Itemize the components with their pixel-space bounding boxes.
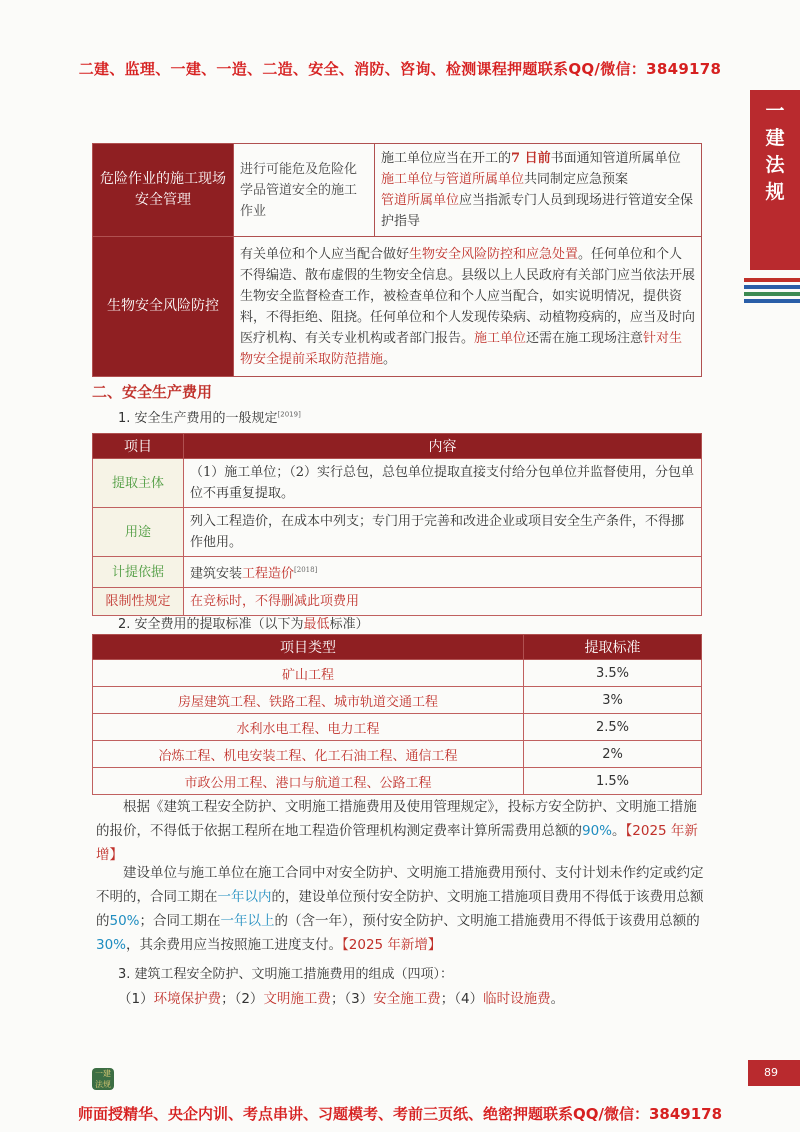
bottom-ad-banner: 师面授精华、央企内训、考点串讲、习题模考、考前三页纸、绝密押题联系QQ/微信：3849178: [77, 1105, 723, 1123]
column-header: 项目类型: [93, 635, 524, 660]
side-tab-char: 规: [765, 181, 785, 203]
row-label: 计提依据: [93, 557, 184, 588]
text: 2. 安全费用的提取标准（以下为: [118, 617, 304, 632]
table-row: [93, 459, 702, 508]
text: （1）: [118, 991, 154, 1007]
text: ；（4）: [440, 991, 484, 1007]
row-content: 在竞标时，不得删减此项费用: [184, 588, 702, 616]
section-title: 二、安全生产费用: [92, 383, 213, 401]
side-color-stripes: [744, 278, 800, 306]
project-type: 市政公用工程、港口与航道工程、公路工程: [93, 768, 524, 795]
chapter-side-tab: [750, 90, 800, 270]
text: 。: [550, 991, 565, 1007]
new-tag: 【2025 年新增】: [342, 937, 442, 953]
text: 书面通知管道所属单位: [550, 151, 681, 166]
highlight: 一年以内: [217, 889, 272, 905]
text: 共同制定应急预案: [524, 172, 629, 187]
text: 1. 安全生产费用的一般规定: [118, 411, 278, 426]
rate: 3%: [524, 687, 702, 714]
project-type: 矿山工程: [93, 660, 524, 687]
general-rules-table: [92, 433, 702, 616]
text: 。: [612, 823, 626, 839]
table-row: [93, 588, 702, 616]
stripe: [744, 292, 800, 296]
year-tag: [2018]: [294, 566, 318, 574]
paragraph-1: [96, 795, 706, 867]
text: 。: [383, 351, 397, 367]
row-content: [234, 237, 702, 377]
subheading-2: [118, 613, 369, 632]
year-tag: [2019]: [277, 410, 301, 419]
highlight: 安全施工费: [373, 991, 441, 1007]
highlight: 文明施工费: [263, 991, 331, 1007]
row-content: （1）施工单位；（2）实行总包，总包单位提取直接支付给分包单位并监督使用，分包单位不再重复提取。: [184, 459, 702, 508]
text: 建筑安装: [190, 566, 243, 582]
publisher-logo: 一建 法规: [92, 1068, 114, 1090]
text: 标准）: [329, 617, 369, 632]
highlight: 工程造价: [242, 566, 295, 582]
highlight: 一年以上: [220, 913, 275, 929]
table-header-row: [93, 434, 702, 459]
safety-management-table: [92, 143, 702, 377]
highlight: 针对生物安全提前采取防范措施: [240, 330, 683, 367]
subheading-1: [118, 407, 301, 426]
highlight: 施工单位与管道所属单位: [381, 172, 525, 187]
rate: 2.5%: [524, 714, 702, 741]
highlight: 生物安全风险防控和应急处置: [409, 246, 579, 262]
rate: 1.5%: [524, 768, 702, 795]
table-row: [93, 508, 702, 557]
table-row: [93, 687, 702, 714]
text: ，其余费用应当按照施工进度支付。: [126, 937, 343, 953]
table-row: [93, 714, 702, 741]
table-row: [93, 768, 702, 795]
highlight: 施工单位: [474, 330, 527, 346]
highlight: 最低: [303, 617, 330, 632]
extraction-standard-table: [92, 634, 702, 795]
subheading-3: 3. 建筑工程安全防护、文明施工措施费用的组成（四项）：: [118, 967, 454, 982]
highlight: 临时设施费: [483, 991, 551, 1007]
text: ；（2）: [221, 991, 264, 1007]
fee-items: [118, 987, 564, 1007]
stripe: [744, 285, 800, 289]
project-type: 水利水电工程、电力工程: [93, 714, 524, 741]
row-label: 提取主体: [93, 459, 184, 508]
highlight: 环境保护费: [153, 991, 222, 1007]
row-content: 列入工程造价，在成本中列支；专门用于完善和改进企业或项目安全生产条件，不得挪作他用。: [184, 508, 702, 557]
text: 。任何单位和个人不得编造、散布虚假的生物安全信息。县级以上人民政府有关部门应当依法开展生物安全监督检查工作，被检查单位和个人应当配合，如实说明情况，提供资料，不得拒绝、阻挠。任何单位和个人发现传染病、动植物疫病的，应当及时向医疗机构、有关专业机构或者部门报告。: [240, 246, 696, 346]
column-header: 内容: [184, 434, 702, 459]
row-content: [184, 557, 702, 588]
page-number: 89: [748, 1060, 800, 1086]
table-row: [93, 144, 702, 237]
text: 建设单位与施工单位在施工合同中对安全防护、文明施工措施费用预付、支付计划未作约定或约定不明的，合同工期在: [96, 865, 704, 905]
new-tag: 【2025 年新增】: [96, 823, 698, 863]
table-row: [93, 741, 702, 768]
column-header: 提取标准: [524, 635, 702, 660]
stripe: [744, 299, 800, 303]
column-header: 项目: [93, 434, 184, 459]
text: 根据《建筑工程安全防护、文明施工措施费用及使用管理规定》，投标方安全防护、文明施工措施的报价，不得低于依据工程所在地工程造价管理机构测定费率计算所需费用总额的: [96, 799, 697, 839]
highlight: 90%: [582, 823, 613, 839]
row-heading: 生物安全风险防控: [93, 237, 234, 377]
table-row: [93, 557, 702, 588]
highlight: 30%: [96, 937, 127, 953]
rate: 2%: [524, 741, 702, 768]
paragraph-2: [96, 861, 706, 957]
row-content: [375, 144, 702, 237]
top-ad-banner: 二建、监理、一建、一造、二造、安全、消防、咨询、检测课程押题联系QQ/微信：3849178: [78, 60, 722, 78]
text: 的，建设单位预付安全防护、文明施工措施项目费用不得低于该费用总额的: [96, 889, 704, 929]
text: 施工单位应当在开工的: [381, 151, 512, 166]
project-type: 冶炼工程、机电安装工程、化工石油工程、通信工程: [93, 741, 524, 768]
highlight: 50%: [109, 913, 140, 929]
row-label: 用途: [93, 508, 184, 557]
side-tab-char: 法: [765, 154, 785, 176]
stripe: [744, 278, 800, 282]
text: 有关单位和个人应当配合做好: [240, 246, 410, 262]
project-type: 房屋建筑工程、铁路工程、城市轨道交通工程: [93, 687, 524, 714]
highlight: 7 日前: [511, 151, 551, 166]
side-tab-char: 一: [765, 100, 785, 122]
table-header-row: [93, 635, 702, 660]
text: ；（3）: [330, 991, 374, 1007]
table-row: [93, 660, 702, 687]
rate: 3.5%: [524, 660, 702, 687]
highlight: 管道所属单位: [381, 193, 460, 208]
text: 应当指派专门人员到现场进行管道安全保护指导: [381, 193, 694, 229]
text: 的（含一年），预付安全防护、文明施工措施费用不得低于该费用总额的: [274, 913, 700, 929]
side-tab-char: 建: [765, 127, 785, 149]
table-row: [93, 237, 702, 377]
text: 还需在施工现场注意: [526, 330, 644, 346]
row-label: 限制性规定: [93, 588, 184, 616]
text: ；合同工期在: [139, 913, 221, 929]
row-heading: 危险作业的施工现场安全管理: [93, 144, 234, 237]
row-subject: 进行可能危及危险化学品管道安全的施工作业: [234, 144, 375, 237]
